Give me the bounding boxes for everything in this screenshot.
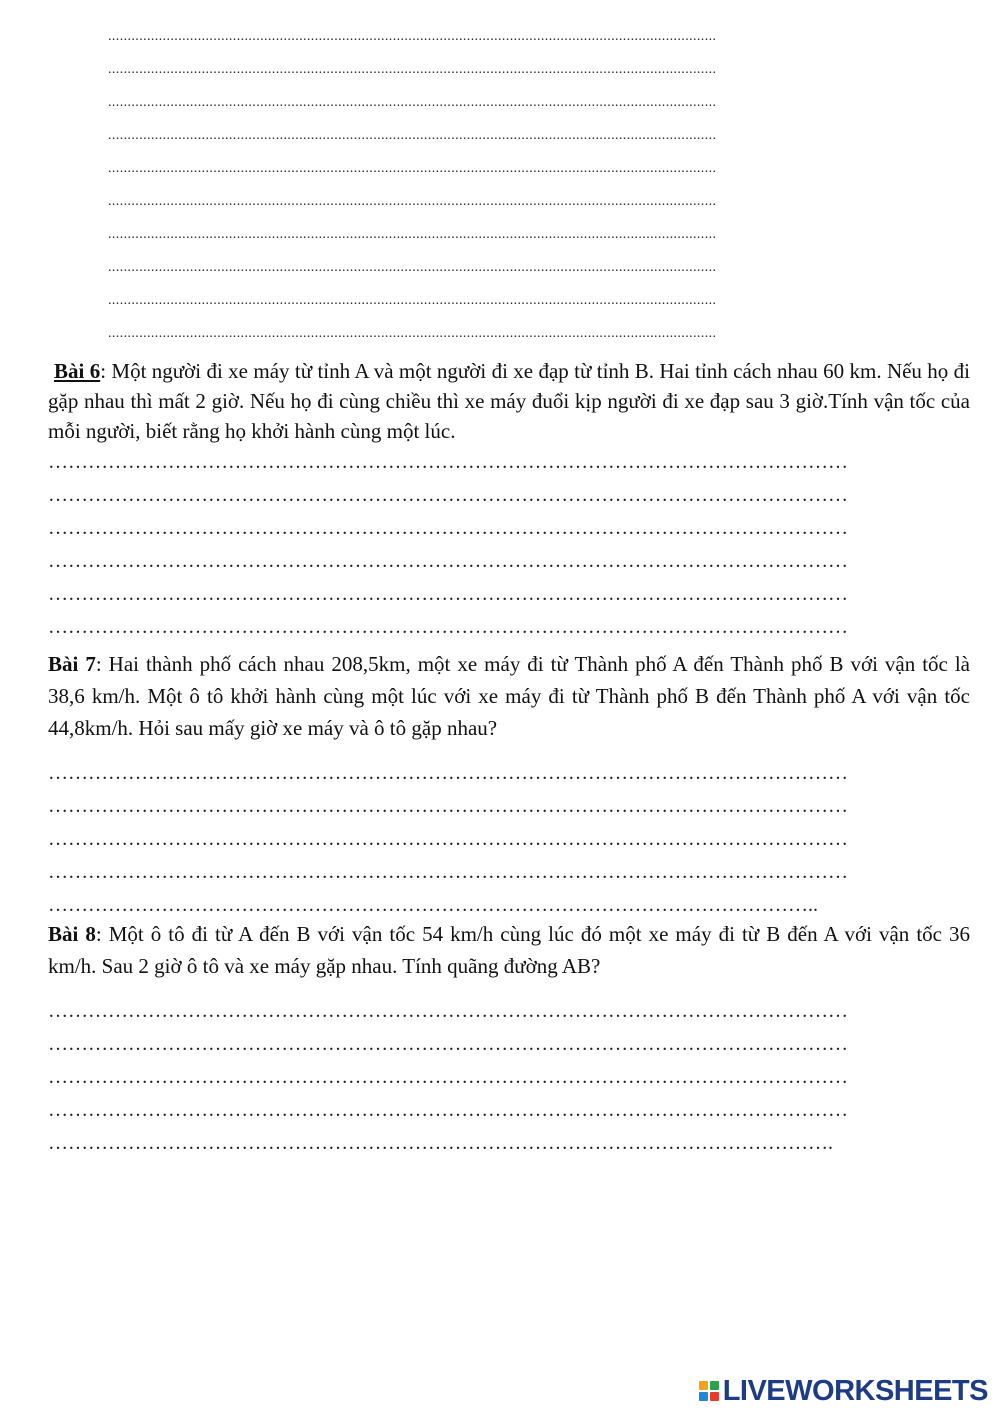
- answer-line[interactable]: …………………………………………………………………………………………………………: [48, 1001, 848, 1022]
- answer-line[interactable]: ……………………………………………………………………………………………………..: [48, 895, 818, 916]
- answer-line[interactable]: ............................................................................................................................................................: [108, 63, 717, 77]
- answer-line[interactable]: ............................................................................................................................................................: [108, 30, 717, 44]
- answer-line[interactable]: …………………………………………………………………………………………………………: [48, 584, 848, 605]
- answer-line[interactable]: …………………………………………………………………………………………………………: [48, 829, 848, 850]
- answer-line[interactable]: …………………………………………………………………………………………………………: [48, 551, 848, 572]
- brand-name: LIVEWORKSHEETS: [722, 1374, 988, 1407]
- answer-line[interactable]: …………………………………………………………………………………………………………: [48, 1067, 848, 1088]
- problem-7: [48, 648, 970, 744]
- answer-line[interactable]: ............................................................................................................................................................: [108, 162, 717, 176]
- liveworksheets-logo: [699, 1374, 988, 1408]
- problem-6-label: Bài 6: [54, 359, 101, 383]
- answer-line[interactable]: ……………………………………………………………………………………………………….: [48, 1133, 833, 1154]
- problem-7-label: Bài 7: [48, 652, 96, 676]
- problem-6: [48, 356, 970, 446]
- answer-line[interactable]: …………………………………………………………………………………………………………: [48, 452, 848, 473]
- liveworksheets-mark-icon: [699, 1381, 719, 1401]
- answer-line[interactable]: ............................................................................................................................................................: [108, 228, 717, 242]
- answer-line[interactable]: …………………………………………………………………………………………………………: [48, 763, 848, 784]
- answer-line[interactable]: ............................................................................................................................................................: [108, 327, 717, 341]
- answer-line[interactable]: ............................................................................................................................................................: [108, 96, 717, 110]
- answer-line[interactable]: ............................................................................................................................................................: [108, 294, 717, 308]
- answer-line[interactable]: …………………………………………………………………………………………………………: [48, 862, 848, 883]
- answer-line[interactable]: …………………………………………………………………………………………………………: [48, 1034, 848, 1055]
- answer-line[interactable]: ............................................................................................................................................................: [108, 195, 717, 209]
- answer-line[interactable]: ............................................................................................................................................................: [108, 129, 717, 143]
- problem-8-label: Bài 8: [48, 922, 96, 946]
- problem-7-text: : Hai thành phố cách nhau 208,5km, một xe máy đi từ Thành phố A đến Thành phố B với vận tốc là 38,6 km/h. Một ô tô khởi hành cùng một lúc với xe máy đi từ Thành phố B đến Thành phố A với vận tốc 44,8km/h. Hỏi sau mấy giờ xe máy và ô tô gặp nhau?: [48, 652, 970, 740]
- answer-line[interactable]: ............................................................................................................................................................: [108, 261, 717, 275]
- answer-line[interactable]: …………………………………………………………………………………………………………: [48, 518, 848, 539]
- answer-line[interactable]: …………………………………………………………………………………………………………: [48, 617, 848, 638]
- problem-6-text: : Một người đi xe máy từ tỉnh A và một người đi xe đạp từ tỉnh B. Hai tỉnh cách nhau 60 km. Nếu họ đi gặp nhau thì mất 2 giờ. Nếu họ đi cùng chiều thì xe máy đuổi kịp người đi xe đạp sau 3 giờ.Tính vận tốc của mỗi người, biết rằng họ khởi hành cùng một lúc.: [48, 359, 970, 443]
- problem-8: [48, 918, 970, 982]
- answer-line[interactable]: …………………………………………………………………………………………………………: [48, 1100, 848, 1121]
- answer-line[interactable]: …………………………………………………………………………………………………………: [48, 485, 848, 506]
- problem-8-text: : Một ô tô đi từ A đến B với vận tốc 54 km/h cùng lúc đó một xe máy đi từ B đến A với vận tốc 36 km/h. Sau 2 giờ ô tô và xe máy gặp nhau. Tính quãng đường AB?: [48, 922, 970, 978]
- answer-line[interactable]: …………………………………………………………………………………………………………: [48, 796, 848, 817]
